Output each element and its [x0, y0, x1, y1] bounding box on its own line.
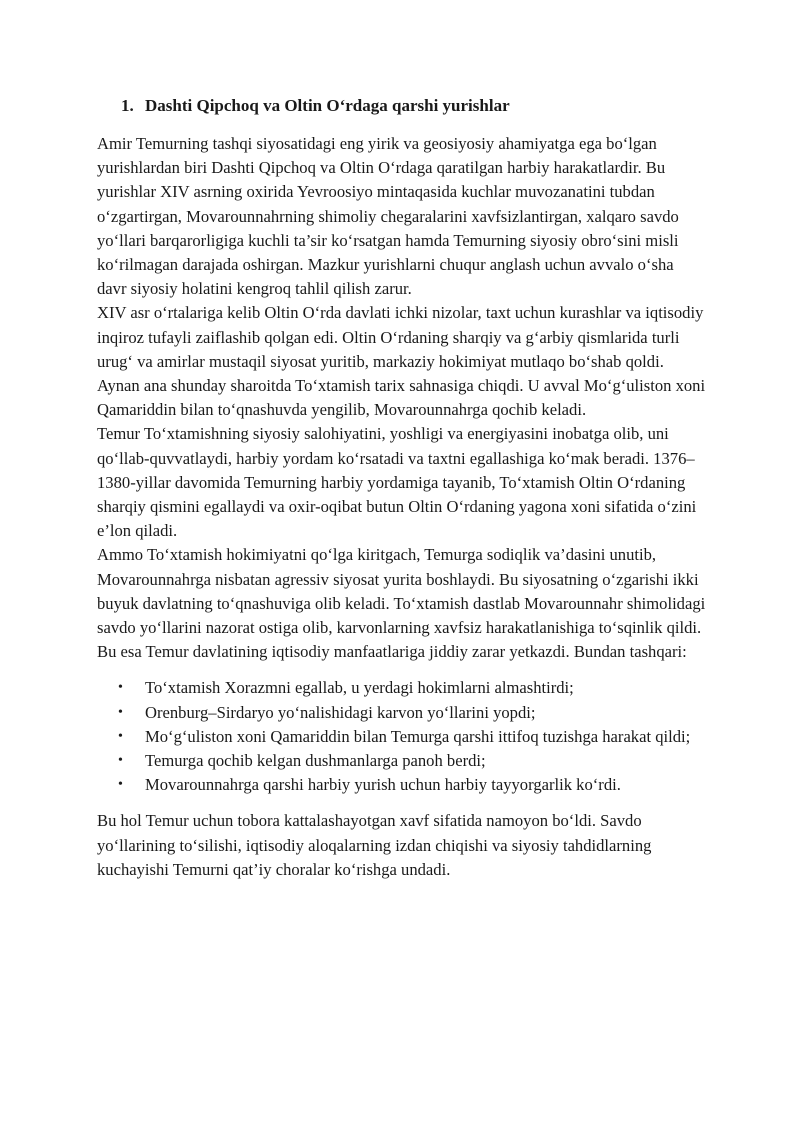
- bullet-icon: •: [118, 753, 123, 769]
- bullet-text: Temurga qochib kelgan dushmanlarga panoh berdi;: [145, 751, 486, 771]
- bullet-text: Mo‘g‘uliston xoni Qamariddin bilan Temurga qarshi ittifoq tuzishga harakat qildi;: [145, 726, 691, 746]
- bullet-item: [97, 701, 707, 725]
- bullet-item: [97, 725, 707, 749]
- bullet-icon: •: [118, 704, 123, 720]
- section-heading: [121, 94, 707, 118]
- bullet-list: [97, 676, 707, 797]
- bullet-text: Movarounnahrga qarshi harbiy yurish uchun harbiy tayyorgarlik ko‘rdi.: [145, 775, 621, 795]
- bullet-item: [97, 676, 707, 700]
- bullet-icon: •: [118, 777, 123, 793]
- closing-paragraph: Bu hol Temur uchun tobora kattalashayotgan xavf sifatida namoyon bo‘ldi. Savdo yo‘llarining to‘silishi, iqtisodiy aloqalarning izdan chiqishi va siyosiy tahdidlarning kuchayishi Temurni qat’iy choralar ko‘rishga undadi.: [97, 811, 652, 879]
- bullet-text: Orenburg–Sirdaryo yo‘nalishidagi karvon yo‘llarini yopdi;: [145, 702, 536, 722]
- bullet-text: To‘xtamish Xorazmni egallab, u yerdagi hokimlarni almashtirdi;: [145, 678, 574, 698]
- bullet-item: [97, 773, 707, 797]
- document-page: [97, 94, 707, 882]
- bullet-item: [97, 749, 707, 773]
- paragraph: Amir Temurning tashqi siyosatidagi eng yirik va geosiyosiy ahamiyatga ega bo‘lgan yurishlardan biri Dashti Qipchoq va Oltin O‘rdaga qaratilgan harbiy harakatlardir. Bu yurishlar XIV asrning oxirida Yevroosiyo mintaqasida kuchlar muvozanatini tubdan o‘zgartirgan, Movarounnahrning shimoliy chegaralarini xavfsizlantirgan, xalqaro savdo yo‘llari barqarorligiga kuchli ta’sir ko‘rsatgan hamda Temurning siyosiy obro‘sini misli ko‘rilmagan darajada oshirgan. Mazkur yurishlarni chuqur anglash uchun avvalo o‘sha davr siyosiy holatini kengroq tahlil qilish zarur.: [97, 134, 679, 299]
- paragraph: XIV asr o‘rtalariga kelib Oltin O‘rda davlati ichki nizolar, taxt uchun kurashlar va iqtisodiy inqiroz tufayli zaiflashib qolgan edi. Oltin O‘rdaning sharqiy va g‘arbiy qismlarida turli urug‘ va amirlar mustaqil siyosat yuritib, markaziy hokimiyat mutlaqo bo‘shab qoldi. Aynan ana shunday sharoitda To‘xtamish tarix sahnasiga chiqdi. U avval Mo‘g‘uliston xoni Qamariddin bilan to‘qnashuvda yengilib, Movarounnahrga qochib keladi.: [97, 303, 706, 420]
- bullet-icon: •: [118, 728, 123, 744]
- paragraph: Temur To‘xtamishning siyosiy salohiyatini, yoshligi va energiyasini inobatga olib, uni qo‘llab-quvvatlaydi, harbiy yordam ko‘rsatadi va taxtni egallashiga ko‘mak beradi. 1376–1380-yillar davomida Temurning harbiy yordamiga tayanib, To‘xtamish Oltin O‘rdaning sharqiy qismini egallaydi va oxir-oqibat butun Oltin O‘rdaning yagona xoni sifatida o‘zini e’lon qiladi.: [97, 424, 697, 541]
- bullet-icon: •: [118, 680, 123, 696]
- heading-number: 1.: [121, 96, 134, 115]
- heading-text: Dashti Qipchoq va Oltin O‘rdaga qarshi yurishlar: [145, 96, 510, 115]
- paragraph: Ammo To‘xtamish hokimiyatni qo‘lga kiritgach, Temurga sodiqlik va’dasini unutib, Movarounnahrga nisbatan agressiv siyosat yurita boshlaydi. Bu siyosatning o‘zgarishi ikki buyuk davlatning to‘qnashuviga olib keladi. To‘xtamish dastlab Movarounnahr shimolidagi savdo yo‘llarini nazorat ostiga olib, karvonlarning xavfsiz harakatlanishiga to‘sqinlik qildi. Bu esa Temur davlatining iqtisodiy manfaatlariga jiddiy zarar yetkazdi. Bundan tashqari:: [97, 545, 706, 662]
